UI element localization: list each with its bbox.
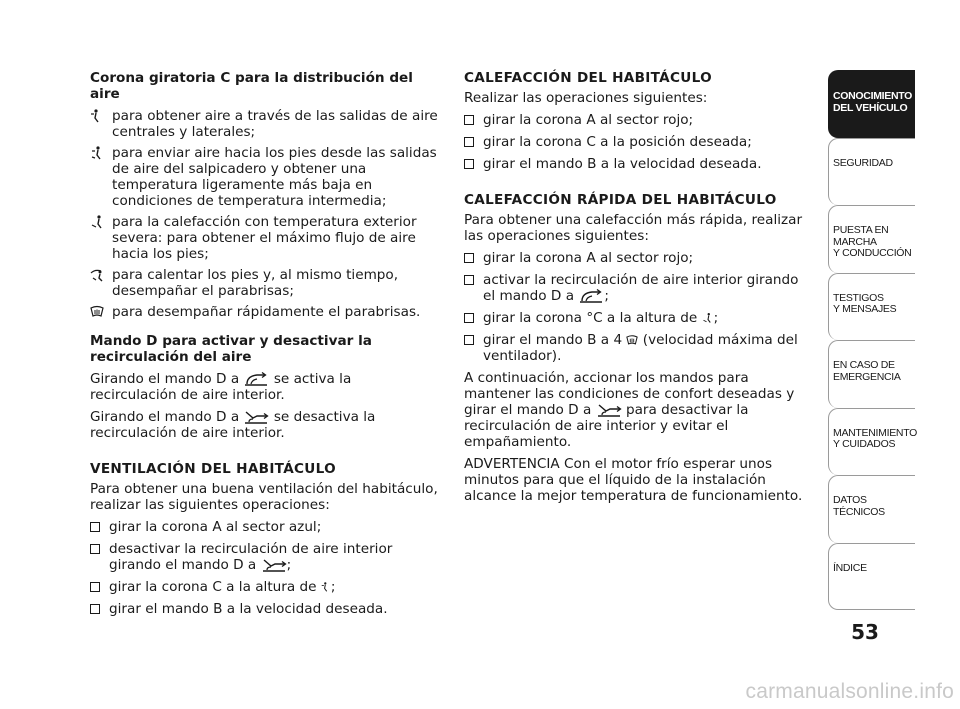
chapter-tabs: [828, 70, 915, 610]
feet-windscreen-vent-icon: [90, 268, 106, 282]
tab-emergencia[interactable]: EN CASO DE EMERGENCIA: [828, 340, 915, 408]
recirculation-off-icon: [596, 403, 622, 417]
checkbox-bullet-icon: [464, 275, 474, 285]
heating-title: CALEFACCIÓN DEL HABITÁCULO: [464, 70, 712, 86]
mando-paragraph-2: Girando el mando D a se desactiva la recirculación de aire interior.: [90, 409, 376, 441]
list-item: girar la corona C a la posición deseada;: [464, 134, 809, 150]
item-text: para enviar aire hacia los pies desde las salidas de aire del salpicadero y obtener una temperatura ligeramente más baja en condiciones de temperatura intermedia;: [112, 145, 437, 209]
list-item: [90, 108, 440, 140]
checkbox-bullet-icon: [90, 522, 100, 532]
right-column: [464, 70, 809, 510]
feet-vent-icon: [90, 215, 106, 229]
item-text: para calentar los pies y, al mismo tiempo, desempañar el parabrisas;: [112, 267, 399, 299]
feet-vent-icon: [702, 311, 714, 325]
recirculation-off-icon: [261, 558, 287, 572]
corona-title: Corona giratoria C para la distribución del aire: [90, 70, 413, 102]
tab-testigos[interactable]: TESTIGOS Y MENSAJES: [828, 273, 915, 341]
checkbox-bullet-icon: [90, 544, 100, 554]
left-column: [90, 70, 440, 623]
windscreen-defrost-icon: [90, 305, 104, 319]
list-item: girar la corona C a la altura de ;: [90, 579, 440, 595]
list-item: [90, 304, 440, 320]
windscreen-defrost-icon: [626, 334, 638, 347]
recirculation-off-icon: [243, 410, 269, 424]
tab-mantenimiento[interactable]: MANTENIMIENTO Y CUIDADOS: [828, 408, 915, 476]
list-item: girar la corona A al sector rojo;: [464, 112, 809, 128]
item-text: para la calefacción con temperatura exterior severa: para obtener el máximo flujo de aire hacia los pies;: [112, 214, 417, 262]
tab-puesta-en-marcha[interactable]: PUESTA EN MARCHA Y CONDUCCIÓN: [828, 205, 915, 273]
checkbox-bullet-icon: [464, 159, 474, 169]
warning-paragraph: ADVERTENCIA Con el motor frío esperar unos minutos para que el líquido de la instalación alcance la mejor temperatura de funcionamiento.: [464, 456, 803, 504]
face-vent-icon: [90, 109, 104, 123]
tab-conocimiento[interactable]: CONOCIMIENTO DEL VEHÍCULO: [828, 70, 915, 138]
recirculation-on-icon: [243, 372, 269, 386]
list-item: girar la corona A al sector azul;: [90, 519, 440, 535]
mando-paragraph-1: Girando el mando D a se activa la recirculación de aire interior.: [90, 371, 352, 403]
list-item: activar la recirculación de aire interior girando el mando D a ;: [464, 272, 809, 304]
checkbox-bullet-icon: [464, 137, 474, 147]
list-item: girar la corona °C a la altura de ;: [464, 310, 809, 326]
tab-seguridad[interactable]: SEGURIDAD: [828, 138, 915, 206]
tab-datos-tecnicos[interactable]: DATOS TÉCNICOS: [828, 475, 915, 543]
tab-indice[interactable]: ÍNDICE: [828, 543, 915, 611]
list-item: girar el mando B a la velocidad deseada.: [464, 156, 809, 172]
list-item: desactivar la recirculación de aire interior girando el mando D a ;: [90, 541, 440, 573]
heating-intro: Realizar las operaciones siguientes:: [464, 90, 708, 106]
checkbox-bullet-icon: [464, 253, 474, 263]
fast-heating-intro: Para obtener una calefacción más rápida, realizar las operaciones siguientes:: [464, 212, 803, 244]
ventilation-intro: Para obtener una buena ventilación del habitáculo, realizar las siguientes operaciones:: [90, 481, 438, 513]
list-item: [90, 267, 440, 299]
list-item: girar el mando B a 4 (velocidad máxima del ventilador).: [464, 332, 809, 364]
face-feet-vent-icon: [90, 146, 106, 160]
list-item: [90, 214, 440, 262]
checkbox-bullet-icon: [464, 313, 474, 323]
fast-heating-title: CALEFACCIÓN RÁPIDA DEL HABITÁCULO: [464, 192, 777, 208]
watermark: carmanualsonline.info: [745, 680, 954, 703]
checkbox-bullet-icon: [90, 604, 100, 614]
page-number: 53: [851, 620, 879, 644]
checkbox-bullet-icon: [90, 582, 100, 592]
list-item: girar la corona A al sector rojo;: [464, 250, 809, 266]
recirculation-on-icon: [578, 289, 604, 303]
list-item: [90, 145, 440, 209]
checkbox-bullet-icon: [464, 115, 474, 125]
ventilation-title: VENTILACIÓN DEL HABITÁCULO: [90, 461, 336, 477]
item-text: para obtener aire a través de las salidas de aire centrales y laterales;: [112, 108, 438, 140]
mando-title: Mando D para activar y desactivar la recirculación del aire: [90, 333, 372, 365]
checkbox-bullet-icon: [464, 335, 474, 345]
face-vent-icon: [321, 580, 331, 594]
list-item: girar el mando B a la velocidad deseada.: [90, 601, 440, 617]
item-text: para desempañar rápidamente el parabrisas.: [112, 304, 421, 320]
continuation-paragraph: A continuación, accionar los mandos para mantener las condiciones de confort deseadas y girar el mando D a para desactivar la recirculación de aire interior y evitar el empañamiento.: [464, 370, 795, 450]
